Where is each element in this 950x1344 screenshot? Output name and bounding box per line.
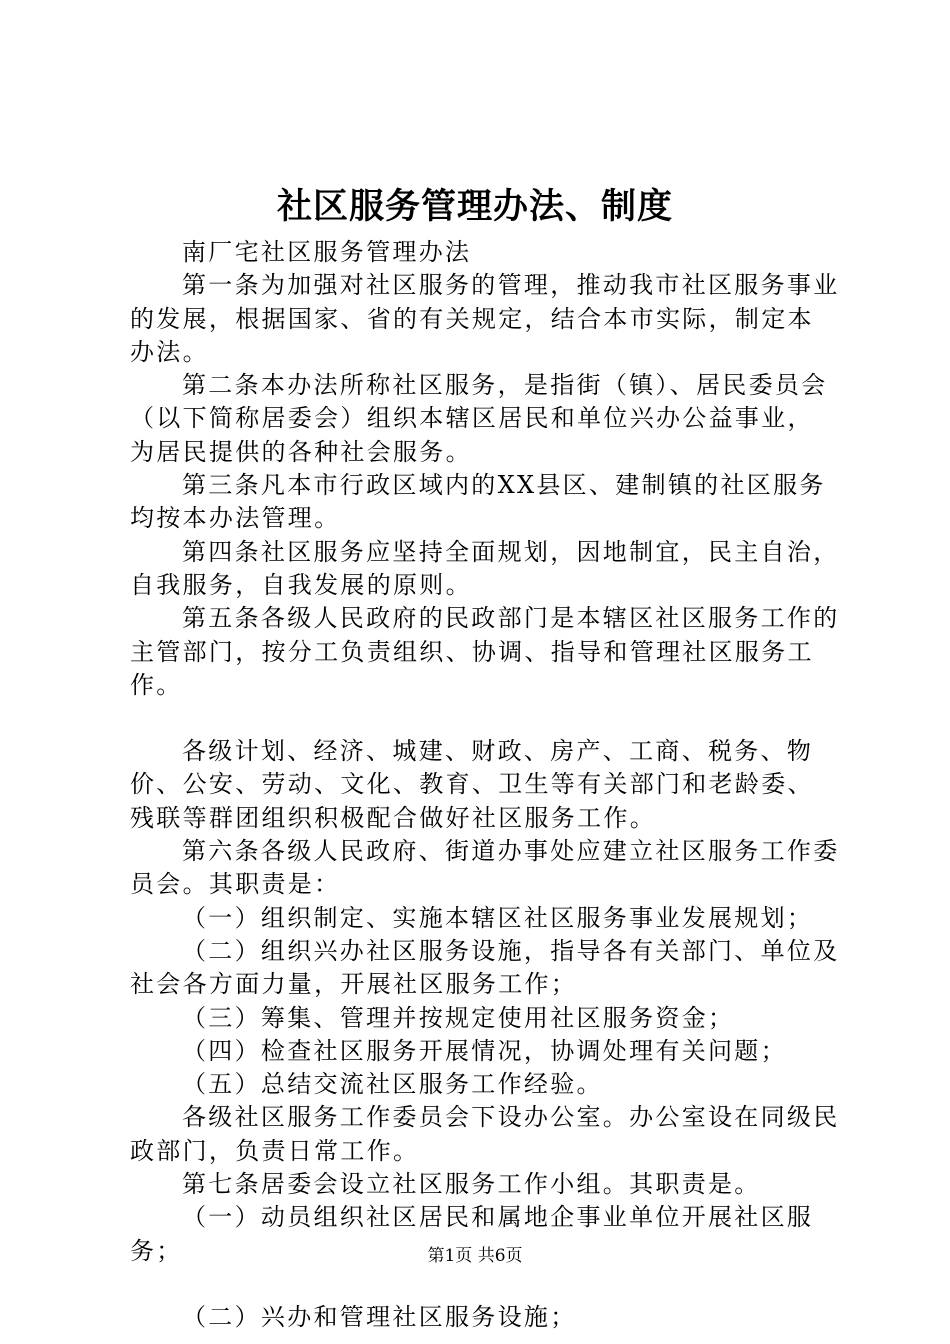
document-title: 社区服务管理办法、制度 <box>276 186 673 227</box>
paragraph-article-4: 第四条社区服务应坚持全面规划，因地制宜，民主自治，自我服务，自我发展的原则。 <box>130 537 840 599</box>
paragraph-article-5: 第五条各级人民政府的民政部门是本辖区社区服务工作的主管部门，按分工负责组织、协调、指导和管理社区服务工作。 <box>130 604 840 699</box>
paragraph-article-1: 第一条为加强对社区服务的管理，推动我市社区服务事业的发展，根据国家、省的有关规定，结合本市实际，制定本办法。 <box>130 271 840 366</box>
paragraph-item: （四）检查社区服务开展情况，协调处理有关问题； <box>182 1036 787 1065</box>
paragraph-article-5-cont: 各级计划、经济、城建、财政、房产、工商、税务、物价、公安、劳动、文化、教育、卫生等有关部门和老龄委、残联等群团组织积极配合做好社区服务工作。 <box>130 737 814 832</box>
paragraph-item: （一）组织制定、实施本辖区社区服务事业发展规划； <box>182 903 814 932</box>
paragraph-article-3: 第三条凡本市行政区域内的XX县区、建制镇的社区服务均按本办法管理。 <box>130 471 826 533</box>
paragraph-item: （二）兴办和管理社区服务设施； <box>182 1302 577 1331</box>
paragraph-office: 各级社区服务工作委员会下设办公室。办公室设在同级民政部门，负责日常工作。 <box>130 1103 840 1165</box>
paragraph-article-6: 第六条各级人民政府、街道办事处应建立社区服务工作委员会。其职责是： <box>130 837 840 899</box>
document-body <box>130 236 840 1334</box>
paragraph-item: （五）总结交流社区服务工作经验。 <box>182 1070 603 1099</box>
paragraph-item: （三）筹集、管理并按规定使用社区服务资金； <box>182 1003 735 1032</box>
paragraph-item: （一）动员组织社区居民和属地企事业单位开展社区服务； <box>130 1203 814 1265</box>
paragraph-item: （二）组织兴办社区服务设施，指导各有关部门、单位及社会各方面力量，开展社区服务工作； <box>130 936 840 999</box>
paragraph-subtitle: 南厂宅社区服务管理办法 <box>182 238 472 266</box>
paragraph-article-7: 第七条居委会设立社区服务工作小组。其职责是。 <box>182 1170 761 1199</box>
page-number: 第1页 共6页 <box>427 1246 523 1266</box>
paragraph-article-2: 第二条本办法所称社区服务，是指街（镇）、居民委员会（以下简称居委会）组织本辖区居民和单位兴办公益事业，为居民提供的各种社会服务。 <box>130 371 828 466</box>
